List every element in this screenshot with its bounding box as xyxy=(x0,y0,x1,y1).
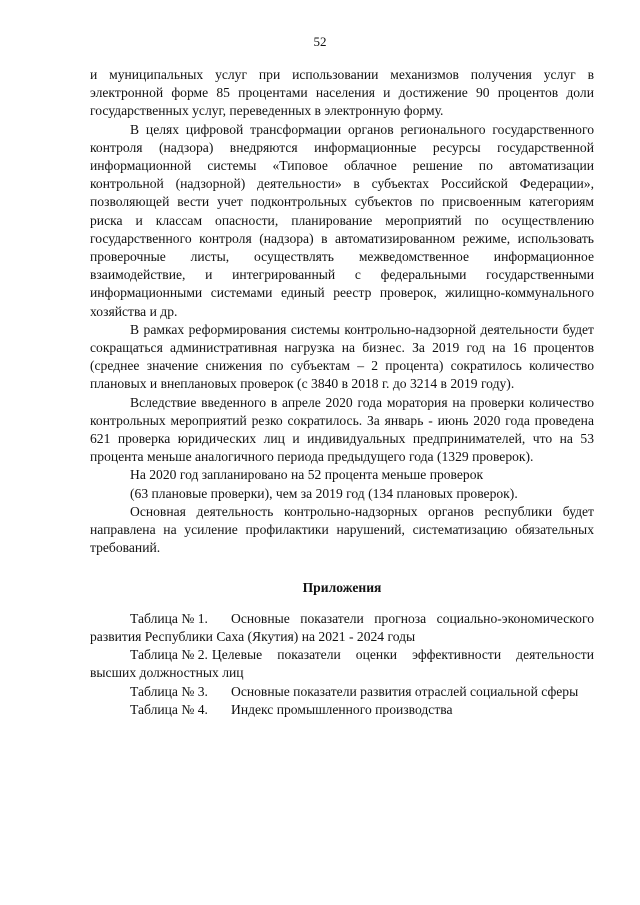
paragraph-planned-2020-detail: (63 плановые проверки), чем за 2019 год (134 плановых проверок). xyxy=(130,485,518,501)
paragraph-planned-2020: На 2020 год запланировано на 52 процента меньше проверок xyxy=(130,467,484,483)
appendix-item-number: Таблица № 3. xyxy=(130,683,208,699)
paragraph-main-activity: Основная деятельность контрольно-надзорных органов республики будет направлена на усиление профилактики нарушений, систематизацию обязательных требований. xyxy=(90,503,594,556)
appendix-heading: Приложения xyxy=(302,580,382,596)
appendix-item-number: Таблица № 2. xyxy=(130,647,208,663)
appendix-item-table-3 xyxy=(90,683,594,701)
appendix-item-title: Основные показатели прогноза социально-экономического развития Республики Саха (Якутия) на 2021 - 2024 годы xyxy=(90,610,594,644)
appendix-item-table-2 xyxy=(90,646,594,682)
appendix-item-title: Индекс промышленного производства xyxy=(231,701,453,717)
appendix-item-table-1 xyxy=(90,610,594,646)
paragraph-continuation: и муниципальных услуг при использовании механизмов получения услуг в электронной форме 85 процентами населения и достижение 90 процентов доли государственных услуг, переведенных в электронную форму. xyxy=(90,67,594,119)
document-body xyxy=(90,66,594,719)
appendix-item-title: Основные показатели развития отраслей социальной сферы xyxy=(231,683,579,699)
paragraph-digital-transformation: В целях цифровой трансформации органов регионального государственного контроля (надзора) внедряются информационные ресурсы государственной информационной системы «Типовое облачное решение по автоматизации контрольной (надзорной) деятельности» в субъектах Российской Федерации», позволяющей вести учет подконтрольных субъектов по присвоенным категориям риска и классам опасности, планирование мероприятий по осуществлению государственного контроля (надзора) в автоматизированном режиме, использовать проверочные листы, осуществлять межведомственное информационное взаимодействие, и интегрированный с федеральными государственными информационными системами единый реестр проверок, жилищно-коммунального хозяйства и др. xyxy=(90,121,594,319)
appendix-item-number: Таблица № 1. xyxy=(130,610,208,626)
section-gap xyxy=(90,557,594,575)
appendix-item-title: Целевые показатели оценки эффективности деятельности высших должностных лиц xyxy=(90,647,594,681)
paragraph-moratorium: Вследствие введенного в апреле 2020 года моратория на проверки количество контрольных мероприятий резко сократилось. За январь - июнь 2020 года проведена 621 проверка юридических лиц и индивидуальных предпринимателей, что на 53 процента меньше аналогичного периода предыдущего года (1329 проверок). xyxy=(90,394,594,465)
appendix-item-number: Таблица № 4. xyxy=(130,701,208,717)
appendix-item-table-4 xyxy=(90,701,594,719)
paragraph-reform: В рамках реформирования системы контрольно-надзорной деятельности будет сокращаться административная нагрузка на бизнес. За 2019 год на 16 процентов (среднее значение снижения по субъектам – 2 процента) сократилось количество плановых и внеплановых проверок (с 3840 в 2018 г. до 3214 в 2019 году). xyxy=(90,321,594,392)
page-number: 52 xyxy=(313,34,327,49)
